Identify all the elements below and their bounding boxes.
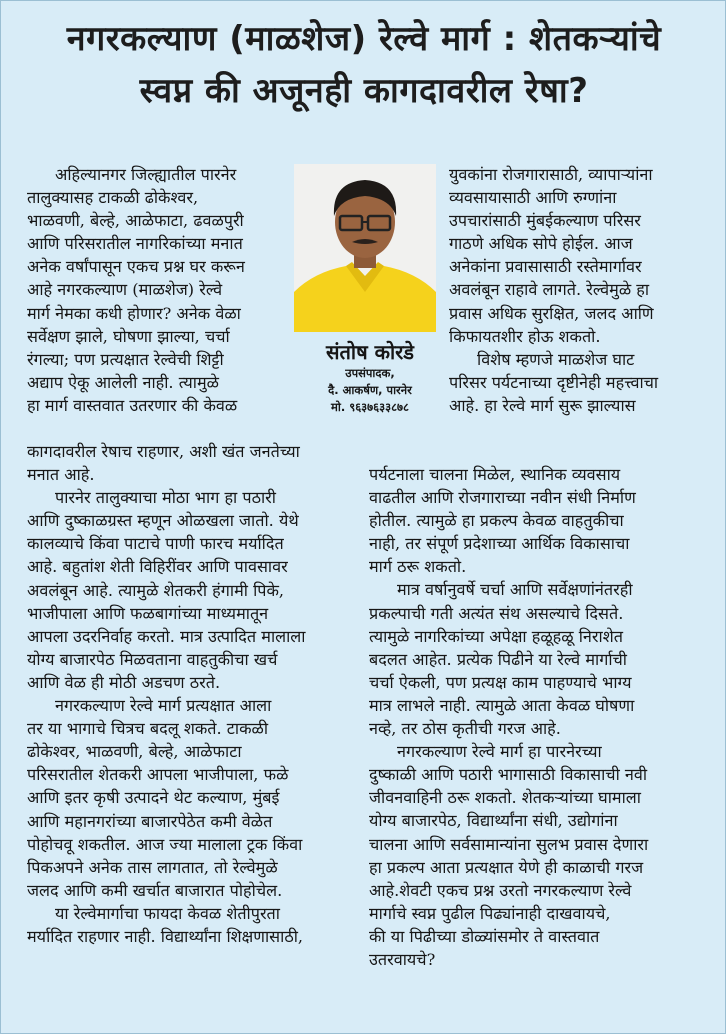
- paragraph-line: योग्य बाजारपेठ, विद्यार्थ्यांना संधी, उद्योगांना: [369, 811, 618, 831]
- paragraph-line: कागदावरील रेषाच राहणार, अशी खंत जनतेच्या: [27, 442, 300, 461]
- paragraph-line: सर्वेक्षण झाले, घोषणा झाल्या, चर्चा: [27, 326, 230, 346]
- author-phone: मो. ९६३७६३३८७८: [330, 400, 410, 414]
- paragraph-line: जलद आणि कमी खर्चात बाजारात पोहोचेल.: [27, 880, 283, 900]
- paragraph-line: होतील. त्यामुळे हा प्रकल्प केवळ वाहतुकीचा: [369, 511, 624, 531]
- author-photo: [294, 164, 436, 332]
- author-publication: दै. आकर्षण, पारनेर: [328, 383, 412, 397]
- paragraph-line: जीवनवाहिनी ठरू शकतो. शेतकऱ्यांच्या घामाला: [369, 788, 641, 808]
- article-column-left: [27, 440, 357, 948]
- paragraph-line: कालव्याचे किंवा पाटाचे पाणी फारच मर्यादित: [27, 534, 284, 554]
- paragraph-line: दुष्काळी आणि पठारी भागासाठी विकासाची नवी: [369, 765, 648, 785]
- author-designation: उपसंपादक,: [345, 366, 395, 380]
- paragraph-line: परिसर पर्यटनाच्या दृष्टीनेही महत्त्वाचा: [449, 372, 659, 392]
- paragraph-line: हा मार्ग वास्तवात उतरणार की केवळ: [27, 395, 238, 415]
- paragraph-line: अनेक वर्षांपासून एकच प्रश्न घर करून: [27, 257, 245, 277]
- paragraph-line: पर्यटनाला चालना मिळेल, स्थानिक व्यवसाय: [369, 465, 621, 484]
- article-column-left-top: [27, 163, 289, 417]
- paragraph-line: आणि परिसरातील नागरिकांच्या मनात: [27, 234, 243, 254]
- paragraph-line: बदलत आहेत. प्रत्येक पिढीने या रेल्वे मार्गाची: [369, 649, 627, 669]
- headline: [15, 13, 713, 117]
- paragraph-line: गाठणे अधिक सोपे होईल. आज: [449, 234, 633, 254]
- paragraph-line: आणि इतर कृषी उत्पादने थेट कल्याण, मुंबई: [27, 788, 280, 808]
- paragraph-line: अद्याप ऐकू आलेली नाही. त्यामुळे: [27, 372, 219, 392]
- paragraph-line: मार्ग ठरू शकतो.: [369, 557, 467, 577]
- paragraph-line: रंगल्या; पण प्रत्यक्षात रेल्वेची शिट्टी: [27, 349, 224, 369]
- byline: [297, 339, 443, 416]
- paragraph-line: आहे.शेवटी एकच प्रश्न उरतो नगरकल्याण रेल्वे: [369, 880, 632, 900]
- paragraph-line: योग्य बाजारपेठ मिळवताना वाहतुकीचा खर्च: [27, 649, 278, 669]
- paragraph-line: प्रवास अधिक सुरक्षित, जलद आणि: [449, 303, 654, 323]
- paragraph-line: नगरकल्याण रेल्वे मार्ग प्रत्यक्षात आला: [55, 696, 272, 716]
- paragraph-line: मात्र लाभले नाही. त्यामुळे आता केवळ घोषणा: [369, 695, 635, 715]
- paragraph-line: आहे नगरकल्याण (माळशेज) रेल्वे: [27, 280, 223, 300]
- paragraph-line: अहिल्यानगर जिल्ह्यातील पारनेर: [55, 165, 237, 184]
- author-name: संतोष कोरडे: [325, 340, 415, 364]
- paragraph-line: मात्र वर्षानुवर्षे चर्चा आणि सर्वेक्षणांनंतरही: [397, 580, 633, 600]
- paragraph-line: तालुक्यासह टाकळी ढोकेश्वर,: [27, 188, 199, 208]
- paragraph-line: आणि दुष्काळग्रस्त म्हणून ओळखला जातो. येथे: [27, 511, 299, 531]
- paragraph-line: उपचारांसाठी मुंबईकल्याण परिसर: [449, 211, 641, 231]
- headline-line-2: स्वप्न की अजूनही कागदावरील रेषा?: [139, 71, 589, 111]
- author-portrait-illustration: [294, 164, 436, 332]
- paragraph-line: नगरकल्याण रेल्वे मार्ग हा पारनेरच्या: [397, 742, 602, 762]
- paragraph-line: नव्हे, तर ठोस कृतीची गरज आहे.: [369, 719, 561, 739]
- article-column-right-top: [449, 163, 709, 417]
- paragraph-line: त्यामुळे नागरिकांच्या अपेक्षा हळूहळू निराशेत: [369, 626, 623, 646]
- paragraph-line: की या पिढीच्या डोळ्यांसमोर ते वास्तवात: [369, 926, 600, 946]
- paragraph-line: भाळवणी, बेल्हे, आळेफाटा, ढवळपुरी: [27, 211, 244, 231]
- paragraph-line: मनात आहे.: [27, 465, 95, 485]
- paragraph-line: हा प्रकल्प आता प्रत्यक्षात येणे ही काळाची गरज: [369, 857, 644, 877]
- paragraph-line: ढोकेश्वर, भाळवणी, बेल्हे, आळेफाटा: [27, 742, 242, 762]
- paragraph-line: भाजीपाला आणि फळबागांच्या माध्यमातून: [27, 603, 269, 623]
- paragraph-line: युवकांना रोजगारासाठी, व्यापाऱ्यांना: [449, 165, 653, 184]
- paragraph-line: वाढतील आणि रोजगाराच्या नवीन संधी निर्माण: [369, 488, 636, 508]
- paragraph-line: व्यवसायासाठी आणि रुग्णांना: [449, 188, 617, 208]
- paragraph-line: तर या भागाचे चित्रच बदलू शकते. टाकळी: [27, 719, 269, 739]
- paragraph-line: आपला उदरनिर्वाह करतो. मात्र उत्पादित मालाला: [27, 626, 306, 646]
- paragraph-line: अवलंबून आहे. त्यामुळे शेतकरी हंगामी पिके,: [27, 580, 285, 600]
- paragraph-line: प्रकल्पाची गती अत्यंत संथ असल्याचे दिसते.: [369, 603, 624, 623]
- paragraph-line: विशेष म्हणजे माळशेज घाट: [477, 349, 635, 369]
- paragraph-line: अवलंबून राहावे लागते. रेल्वेमुळे हा: [449, 280, 650, 300]
- paragraph-line: चालना आणि सर्वसामान्यांना सुलभ प्रवास देणारा: [369, 834, 649, 854]
- headline-line-1: नगरकल्याण (माळशेज) रेल्वे मार्ग : शेतकऱ्यांचे: [66, 19, 662, 59]
- paragraph-line: मार्ग नेमका कधी होणार? अनेक वेळा: [27, 303, 241, 323]
- paragraph-line: पारनेर तालुक्याचा मोठा भाग हा पठारी: [55, 488, 276, 508]
- paragraph-line: आणि वेळ ही मोठी अडचण ठरते.: [27, 672, 221, 692]
- paragraph-line: उतरवायचे?: [369, 949, 436, 969]
- paragraph-line: आहे. हा रेल्वे मार्ग सुरू झाल्यास: [449, 395, 636, 415]
- paragraph-line: या रेल्वेमार्गाचा फायदा केवळ शेतीपुरता: [55, 903, 280, 923]
- paragraph-line: आणि महानगरांच्या बाजारपेठेत कमी वेळेत: [27, 811, 273, 831]
- article-column-right: [369, 463, 709, 971]
- paragraph-line: आहे. बहुतांश शेती विहिरींवर आणि पावसावर: [27, 557, 288, 577]
- paragraph-line: चर्चा ऐकली, पण प्रत्यक्ष काम पाहण्याचे भाग्य: [369, 672, 632, 692]
- paragraph-line: परिसरातील शेतकरी आपला भाजीपाला, फळे: [27, 765, 289, 785]
- paragraph-line: नाही, तर संपूर्ण प्रदेशाच्या आर्थिक विकासाचा: [369, 534, 630, 554]
- paragraph-line: अनेकांना प्रवासासाठी रस्तेमार्गावर: [449, 257, 642, 277]
- paragraph-line: किफायतशीर होऊ शकतो.: [449, 326, 601, 346]
- paragraph-line: मार्गाचे स्वप्न पुढील पिढ्यांनाही दाखवायचे,: [369, 903, 611, 923]
- paragraph-line: मर्यादित राहणार नाही. विद्यार्थ्यांना शिक्षणासाठी,: [27, 926, 304, 946]
- paragraph-line: पोहोचवू शकतील. आज ज्या मालाला ट्रक किंवा: [27, 834, 303, 854]
- paragraph-line: पिकअपने अनेक तास लागतात, तो रेल्वेमुळे: [27, 857, 278, 877]
